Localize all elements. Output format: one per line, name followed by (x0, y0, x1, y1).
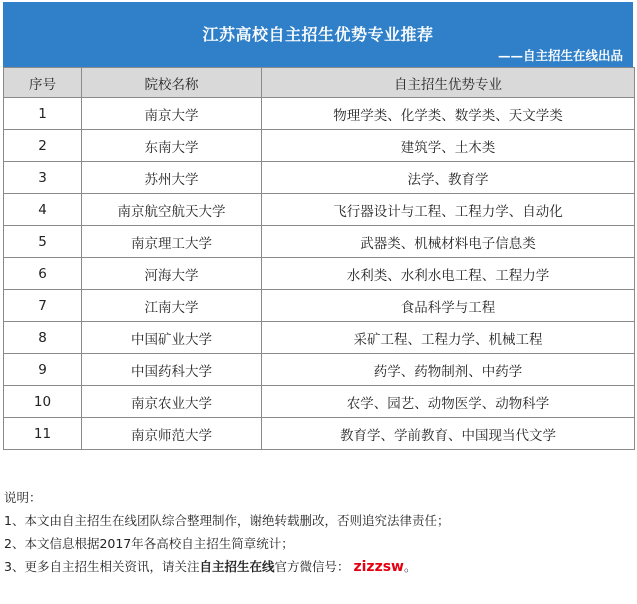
cell-school: 南京农业大学 (82, 386, 262, 418)
cell-school: 中国药科大学 (82, 354, 262, 386)
cell-school: 江南大学 (82, 290, 262, 322)
cell-majors: 飞行器设计与工程、工程力学、自动化 (262, 194, 635, 226)
cell-school: 河海大学 (82, 258, 262, 290)
cell-majors: 法学、教育学 (262, 162, 635, 194)
cell-majors: 采矿工程、工程力学、机械工程 (262, 322, 635, 354)
table-row (4, 162, 635, 194)
cell-school: 中国矿业大学 (82, 322, 262, 354)
note-line-2: 2、本文信息根据2017年各高校自主招生简章统计； (4, 536, 294, 551)
table-row (4, 98, 635, 130)
cell-no: 3 (4, 162, 82, 194)
table-row (4, 194, 635, 226)
cell-majors: 农学、园艺、动物医学、动物科学 (262, 386, 635, 418)
cell-no: 9 (4, 354, 82, 386)
cell-majors: 水利类、水利水电工程、工程力学 (262, 258, 635, 290)
table-row (4, 354, 635, 386)
note-line-1: 1、本文由自主招生在线团队综合整理制作，谢绝转载删改，否则追究法律责任； (4, 513, 450, 528)
cell-school: 南京大学 (82, 98, 262, 130)
note-line-3 (4, 555, 629, 579)
cell-no: 2 (4, 130, 82, 162)
cell-no: 8 (4, 322, 82, 354)
table-row (4, 322, 635, 354)
cell-no: 10 (4, 386, 82, 418)
cell-majors: 食品科学与工程 (262, 290, 635, 322)
note-line-3-end: 。 (404, 559, 417, 574)
brand-name: 自主招生在线 (199, 559, 275, 574)
cell-majors: 物理学类、化学类、数学类、天文学类 (262, 98, 635, 130)
cell-no: 6 (4, 258, 82, 290)
cell-no: 11 (4, 418, 82, 450)
cell-no: 7 (4, 290, 82, 322)
table-row (4, 258, 635, 290)
header-school: 院校名称 (82, 68, 262, 98)
cell-no: 5 (4, 226, 82, 258)
notes-section (4, 486, 629, 579)
table-row (4, 418, 635, 450)
cell-majors: 建筑学、土木类 (262, 130, 635, 162)
cell-no: 4 (4, 194, 82, 226)
table-row (4, 226, 635, 258)
cell-school: 苏州大学 (82, 162, 262, 194)
notes-heading: 说明： (4, 490, 42, 505)
publisher-credit: ——自主招生在线出品 (497, 48, 623, 63)
majors-table (3, 67, 635, 450)
page-title: 江苏高校自主招生优势专业推荐 (202, 25, 434, 44)
cell-majors: 教育学、学前教育、中国现当代文学 (262, 418, 635, 450)
table-header-row (4, 68, 635, 98)
note-line-3-mid: 官方微信号： (274, 559, 350, 574)
table-row (4, 386, 635, 418)
cell-majors: 武器类、机械材料电子信息类 (262, 226, 635, 258)
cell-majors: 药学、药物制剂、中药学 (262, 354, 635, 386)
note-line-3-prefix: 3、更多自主招生相关资讯，请关注 (4, 559, 200, 574)
header-no: 序号 (4, 68, 82, 98)
cell-school: 南京理工大学 (82, 226, 262, 258)
wechat-id: zizzsw (353, 559, 404, 575)
table-row (4, 130, 635, 162)
header-majors: 自主招生优势专业 (262, 68, 635, 98)
cell-school: 东南大学 (82, 130, 262, 162)
cell-school: 南京航空航天大学 (82, 194, 262, 226)
cell-school: 南京师范大学 (82, 418, 262, 450)
title-banner (3, 2, 633, 67)
table-row (4, 290, 635, 322)
cell-no: 1 (4, 98, 82, 130)
